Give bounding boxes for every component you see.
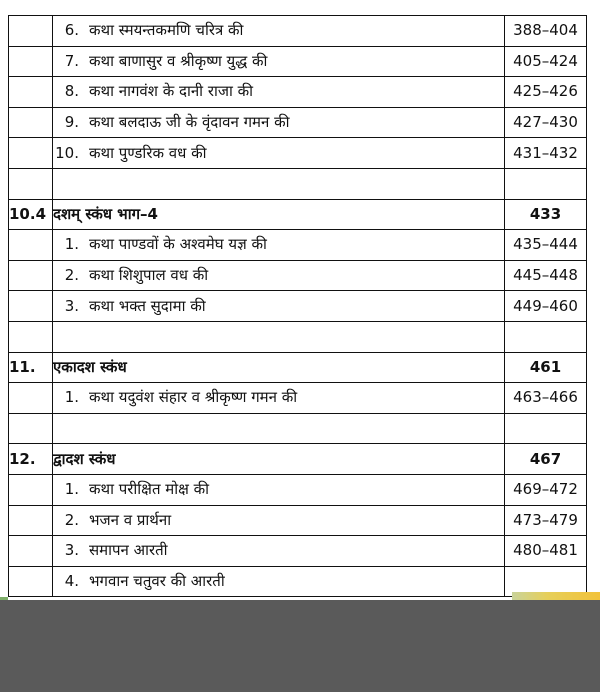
entry-index: 1. [64,480,79,499]
toc-row [9,383,587,414]
toc-row [9,107,587,138]
entry-title: कथा यदुवंश संहार व श्रीकृष्ण गमन की [89,388,298,407]
entry-index: 10. [55,143,79,162]
entry-title: कथा पुण्डरिक वध की [89,143,207,162]
toc-body [9,16,587,597]
entry-title: कथा स्मयन्तकमणि चरित्र की [89,21,244,40]
entry-title-cell [53,260,505,291]
toc-row [9,138,587,169]
entry-title: कथा बाणासुर व श्रीकृष्ण युद्ध की [89,51,268,70]
entry-title-cell [53,383,505,414]
entry-title-cell [53,107,505,138]
entry-index: 8. [64,82,79,101]
entry-title: समापन आरती [89,541,168,560]
entry-title-cell [53,474,505,505]
section-number [9,474,53,505]
page-range [505,413,587,444]
page-range: 431–432 [505,138,587,169]
toc-row [9,291,587,322]
entry-title: एकादश स्कंध [53,357,127,376]
section-number [9,16,53,47]
section-number [9,291,53,322]
entry-title: कथा शिशुपाल वध की [89,266,209,285]
page-range: 480–481 [505,536,587,567]
section-number [9,77,53,108]
entry-title-cell [53,199,505,230]
section-number [9,536,53,567]
page-range: 445–448 [505,260,587,291]
entry-index: 1. [64,235,79,254]
page-range: 473–479 [505,505,587,536]
entry-title-cell [53,230,505,261]
page-range: 449–460 [505,291,587,322]
entry-title-cell [53,352,505,383]
entry-title: कथा पाण्डवों के अश्वमेघ यज्ञ की [89,235,267,254]
section-number: 12. [9,444,53,475]
section-number [9,230,53,261]
toc-row [9,16,587,47]
section-number [9,566,53,597]
entry-index: 9. [64,113,79,132]
entry-title-cell [53,138,505,169]
entry-title-cell [53,168,505,199]
toc-spacer-row [9,321,587,352]
page-range: 435–444 [505,230,587,261]
toc-spacer-row [9,168,587,199]
entry-title-cell [53,566,505,597]
entry-title: भगवान चतुवर की आरती [89,571,225,590]
toc-row [9,46,587,77]
toc-section-row [9,352,587,383]
page-range: 388–404 [505,16,587,47]
entry-title: कथा परीक्षित मोक्ष की [89,480,210,499]
entry-index: 4. [64,571,79,590]
toc-spacer-row [9,413,587,444]
page-range: 469–472 [505,474,587,505]
entry-title-cell [53,536,505,567]
entry-index: 6. [64,21,79,40]
entry-index: 3. [64,296,79,315]
entry-title-cell [53,444,505,475]
toc-row [9,260,587,291]
toc-row [9,77,587,108]
entry-title-cell [53,321,505,352]
section-number [9,413,53,444]
toc-row [9,536,587,567]
entry-index: 2. [64,510,79,529]
section-number: 11. [9,352,53,383]
entry-title-cell [53,291,505,322]
page-range: 467 [505,444,587,475]
section-number [9,168,53,199]
entry-title-cell [53,413,505,444]
page-range: 433 [505,199,587,230]
page-range [505,321,587,352]
section-number [9,138,53,169]
bottom-band [0,600,600,692]
page-range: 461 [505,352,587,383]
entry-index: 2. [64,266,79,285]
toc-row [9,566,587,597]
section-number: 10.4 [9,199,53,230]
toc-section-row [9,199,587,230]
entry-title: कथा बलदाऊ जी के वृंदावन गमन की [89,113,290,132]
section-number [9,321,53,352]
entry-title: कथा नागवंश के दानी राजा की [89,82,254,101]
page-range: 405–424 [505,46,587,77]
entry-title-cell [53,77,505,108]
entry-title: भजन व प्रार्थना [89,510,172,529]
section-number [9,260,53,291]
entry-title-cell [53,46,505,77]
page-range [505,168,587,199]
section-number [9,505,53,536]
page-range: 425–426 [505,77,587,108]
toc-table [8,15,587,597]
toc-row [9,505,587,536]
section-number [9,107,53,138]
section-number [9,383,53,414]
entry-index: 3. [64,541,79,560]
entry-title-cell [53,505,505,536]
section-number [9,46,53,77]
entry-title: दशम् स्कंध भाग–4 [53,204,158,223]
page-range: 463–466 [505,383,587,414]
entry-title-cell [53,16,505,47]
toc-row [9,230,587,261]
entry-index: 7. [64,51,79,70]
page-range: 427–430 [505,107,587,138]
entry-index: 1. [64,388,79,407]
entry-title: द्वादश स्कंध [53,449,116,468]
entry-title: कथा भक्त सुदामा की [89,296,206,315]
toc-row [9,474,587,505]
toc-section-row [9,444,587,475]
